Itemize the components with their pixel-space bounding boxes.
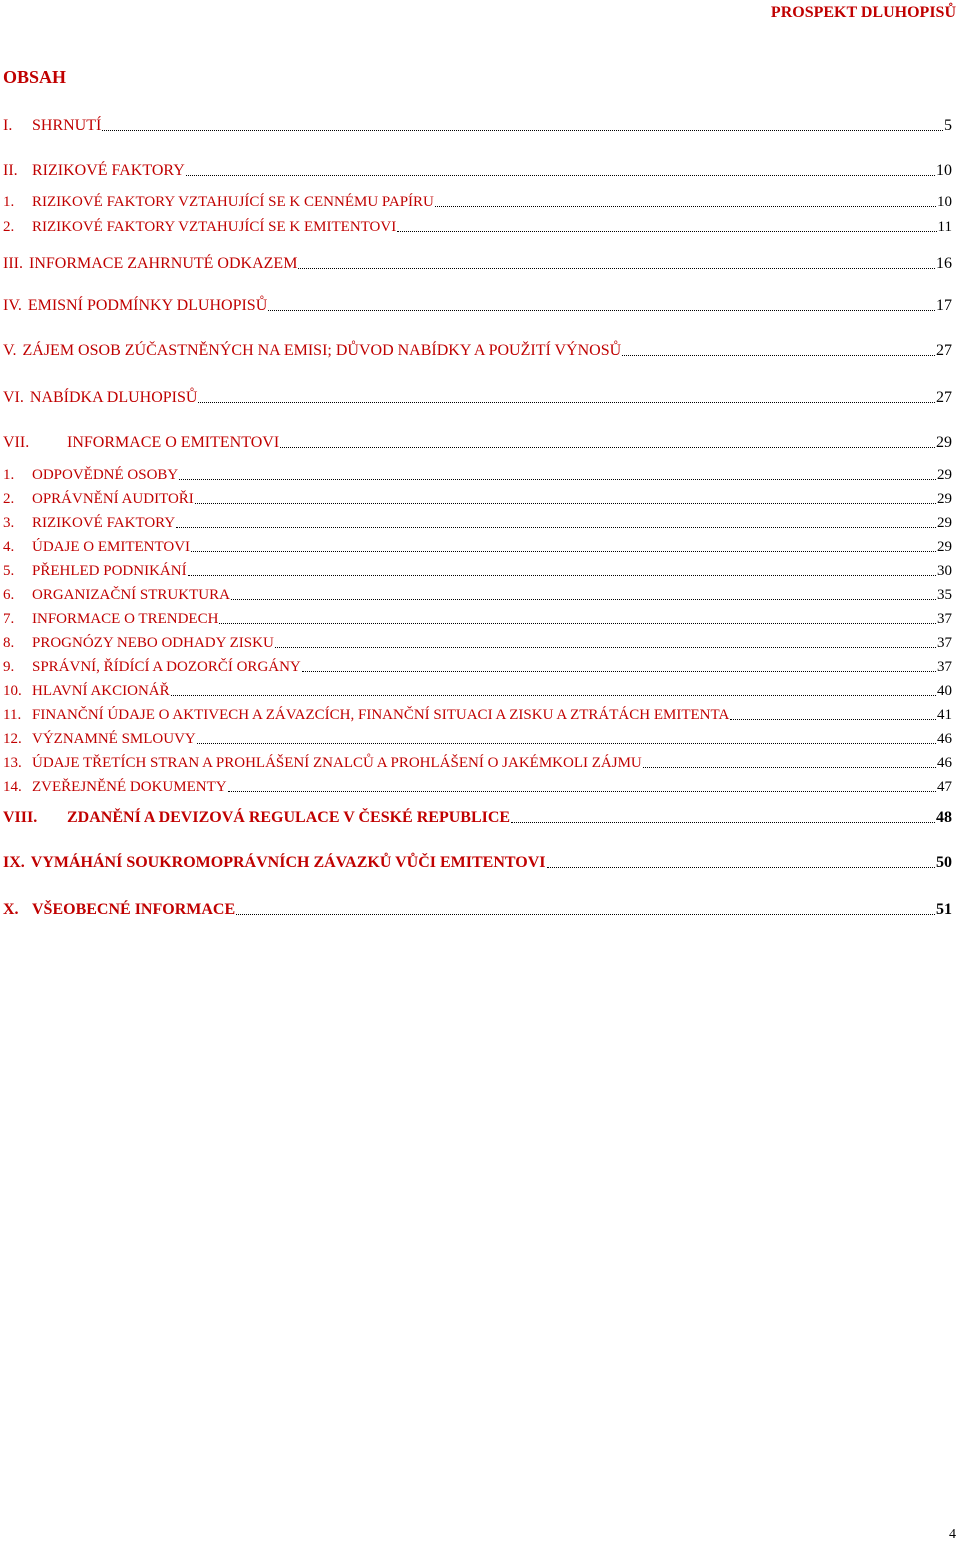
- page-number: 4: [949, 1527, 956, 1542]
- toc-leader-dots: [197, 743, 936, 744]
- toc-entry-number: 6.: [3, 587, 15, 603]
- toc-entry-number: VIII.: [3, 809, 38, 826]
- toc-leader-dots: [268, 310, 935, 311]
- toc-entry-title: NABÍDKA DLUHOPISŮ: [29, 389, 198, 406]
- toc-entry[interactable]: [3, 636, 952, 651]
- toc-entry-page: 37: [937, 635, 952, 651]
- toc-entry-page: 10: [936, 162, 952, 179]
- toc-entry-number: 2.: [3, 219, 15, 235]
- toc-entry[interactable]: [3, 756, 952, 771]
- toc-entry-title: ZVEŘEJNĚNÉ DOKUMENTY: [32, 779, 227, 795]
- toc-entry-page: 29: [937, 491, 952, 507]
- toc-entry[interactable]: [3, 163, 952, 179]
- toc-leader-dots: [730, 719, 936, 720]
- toc-entry-title: HLAVNÍ AKCIONÁŘ: [32, 683, 170, 699]
- toc-leader-dots: [191, 551, 936, 552]
- toc-entry[interactable]: [3, 468, 952, 483]
- toc-entry[interactable]: [3, 708, 952, 723]
- toc-entry-number: V.: [3, 342, 17, 359]
- page-header-title: PROSPEKT DLUHOPISŮ: [770, 4, 956, 21]
- toc-entry-title: RIZIKOVÉ FAKTORY: [32, 162, 185, 179]
- toc-entry-title: INFORMACE O TRENDECH: [32, 611, 219, 627]
- toc-entry-title: RIZIKOVÉ FAKTORY VZTAHUJÍCÍ SE K EMITENTOVI: [32, 219, 397, 235]
- toc-entry-page: 41: [937, 707, 952, 723]
- toc-leader-dots: [302, 671, 936, 672]
- toc-entry-number: 11.: [3, 707, 22, 723]
- toc-entry-title: RIZIKOVÉ FAKTORY: [32, 515, 176, 531]
- toc-entry-number: 10.: [3, 683, 22, 699]
- toc-entry-title: INFORMACE O EMITENTOVI: [67, 434, 280, 451]
- toc-leader-dots: [188, 575, 936, 576]
- toc-entry-page: 29: [936, 434, 952, 451]
- toc-entry-number: 14.: [3, 779, 22, 795]
- toc-entry-number: II.: [3, 162, 18, 179]
- toc-leader-dots: [198, 402, 935, 403]
- toc-entry-title: VŠEOBECNÉ INFORMACE: [32, 901, 236, 918]
- toc-entry-number: 1.: [3, 194, 15, 210]
- toc-entry[interactable]: [3, 780, 952, 795]
- toc-entry-page: 11: [937, 219, 952, 235]
- toc-entry-title: OPRÁVNĚNÍ AUDITOŘI: [32, 491, 194, 507]
- toc-entry[interactable]: [3, 516, 952, 531]
- toc-entry-page: 46: [937, 731, 952, 747]
- toc-entry-title: SPRÁVNÍ, ŘÍDÍCÍ A DOZORČÍ ORGÁNY: [32, 659, 301, 675]
- toc-entry-page: 47: [937, 779, 952, 795]
- toc-entry[interactable]: [3, 660, 952, 675]
- toc-leader-dots: [236, 914, 935, 915]
- toc-entry-page: 27: [936, 389, 952, 406]
- toc-leader-dots: [228, 791, 936, 792]
- toc-leader-dots: [102, 130, 943, 131]
- toc-entry[interactable]: [3, 390, 952, 406]
- toc-entry-number: 5.: [3, 563, 15, 579]
- toc-entry-page: 30: [937, 563, 952, 579]
- toc-entry-page: 46: [937, 755, 952, 771]
- toc-entry[interactable]: [3, 118, 952, 134]
- toc-entry-number: X.: [3, 901, 19, 918]
- toc-entry-title: INFORMACE ZAHRNUTÉ ODKAZEM: [28, 255, 298, 272]
- toc-entry-page: 37: [937, 611, 952, 627]
- toc-entry[interactable]: [3, 810, 952, 826]
- toc-entry[interactable]: [3, 855, 952, 871]
- toc-entry-number: 4.: [3, 539, 15, 555]
- toc-entry[interactable]: [3, 564, 952, 579]
- toc-leader-dots: [275, 647, 936, 648]
- toc-entry-number: 3.: [3, 515, 15, 531]
- toc-leader-dots: [179, 479, 936, 480]
- toc-leader-dots: [186, 175, 935, 176]
- toc-entry-title: RIZIKOVÉ FAKTORY VZTAHUJÍCÍ SE K CENNÉMU PAPÍRU: [32, 194, 434, 210]
- toc-entry-title: ZDANĚNÍ A DEVIZOVÁ REGULACE V ČESKÉ REPUBLICE: [67, 809, 511, 826]
- toc-entry-title: ORGANIZAČNÍ STRUKTURA: [32, 587, 230, 603]
- toc-leader-dots: [547, 867, 936, 868]
- toc-entry-title: VYMÁHÁNÍ SOUKROMOPRÁVNÍCH ZÁVAZKŮ VŮČI EMITENTOVI: [30, 854, 546, 871]
- toc-leader-dots: [231, 599, 936, 600]
- toc-leader-dots: [171, 695, 936, 696]
- toc-entry-title: PROGNÓZY NEBO ODHADY ZISKU: [32, 635, 274, 651]
- toc-entry[interactable]: [3, 220, 952, 235]
- toc-entry-page: 37: [937, 659, 952, 675]
- toc-entry-page: 10: [937, 194, 952, 210]
- toc-entry-number: I.: [3, 117, 13, 134]
- toc-entry-title: SHRNUTÍ: [32, 117, 102, 134]
- toc-entry[interactable]: [3, 195, 952, 210]
- toc-leader-dots: [298, 268, 935, 269]
- toc-entry-number: VII.: [3, 434, 30, 451]
- toc-entry-number: VI.: [3, 389, 24, 406]
- toc-leader-dots: [397, 231, 936, 232]
- toc-entry-page: 48: [936, 809, 952, 826]
- toc-entry[interactable]: [3, 492, 952, 507]
- toc-heading: OBSAH: [3, 67, 67, 87]
- toc-entry-title: FINANČNÍ ÚDAJE O AKTIVECH A ZÁVAZCÍCH, FINANČNÍ SITUACI A ZISKU A ZTRÁTÁCH EMITENTA: [32, 707, 730, 723]
- toc-entry[interactable]: [3, 588, 952, 603]
- toc-leader-dots: [435, 206, 936, 207]
- toc-entry-number: III.: [3, 255, 23, 272]
- toc-entry-number: IV.: [3, 297, 22, 314]
- toc-entry-title: EMISNÍ PODMÍNKY DLUHOPISŮ: [27, 297, 268, 314]
- toc-entry[interactable]: [3, 298, 952, 314]
- toc-entry-number: IX.: [3, 854, 25, 871]
- toc-entry[interactable]: [3, 256, 952, 272]
- toc-entry-page: 17: [936, 297, 952, 314]
- toc-entry-page: 40: [937, 683, 952, 699]
- toc-entry-page: 5: [944, 117, 952, 134]
- toc-leader-dots: [622, 355, 935, 356]
- toc-entry-number: 7.: [3, 611, 15, 627]
- toc-leader-dots: [195, 503, 936, 504]
- toc-entry-page: 51: [936, 901, 952, 918]
- toc-leader-dots: [511, 822, 935, 823]
- toc-entry-number: 2.: [3, 491, 15, 507]
- toc-entry[interactable]: [3, 612, 952, 627]
- toc-entry-page: 50: [936, 854, 952, 871]
- toc-entry[interactable]: [3, 902, 952, 918]
- toc-entry-page: 29: [937, 515, 952, 531]
- toc-entry-page: 29: [937, 539, 952, 555]
- toc-entry-title: VÝZNAMNÉ SMLOUVY: [32, 731, 196, 747]
- toc-entry-page: 35: [937, 587, 952, 603]
- toc-entry[interactable]: [3, 684, 952, 699]
- toc-entry-title: ZÁJEM OSOB ZÚČASTNĚNÝCH NA EMISI; DŮVOD NABÍDKY A POUŽITÍ VÝNOSŮ: [22, 342, 622, 359]
- toc-leader-dots: [176, 527, 936, 528]
- toc-entry-title: ÚDAJE TŘETÍCH STRAN A PROHLÁŠENÍ ZNALCŮ A PROHLÁŠENÍ O JAKÉMKOLI ZÁJMU: [32, 755, 642, 771]
- toc-entry-number: 9.: [3, 659, 15, 675]
- toc-entry-page: 27: [936, 342, 952, 359]
- toc-entry-page: 16: [936, 255, 952, 272]
- toc-entry[interactable]: [3, 343, 952, 359]
- toc-entry-title: PŘEHLED PODNIKÁNÍ: [32, 563, 187, 579]
- toc-entry-page: 29: [937, 467, 952, 483]
- toc-leader-dots: [280, 447, 935, 448]
- toc-entry-number: 13.: [3, 755, 22, 771]
- toc-entry[interactable]: [3, 435, 952, 451]
- toc-entry-title: ÚDAJE O EMITENTOVI: [32, 539, 191, 555]
- toc-entry-number: 1.: [3, 467, 15, 483]
- toc-entry-number: 12.: [3, 731, 22, 747]
- toc-entry-title: ODPOVĚDNÉ OSOBY: [32, 467, 179, 483]
- toc-entry-number: 8.: [3, 635, 15, 651]
- toc-leader-dots: [219, 623, 936, 624]
- toc-entry[interactable]: [3, 540, 952, 555]
- toc-entry[interactable]: [3, 732, 952, 747]
- toc-leader-dots: [643, 767, 936, 768]
